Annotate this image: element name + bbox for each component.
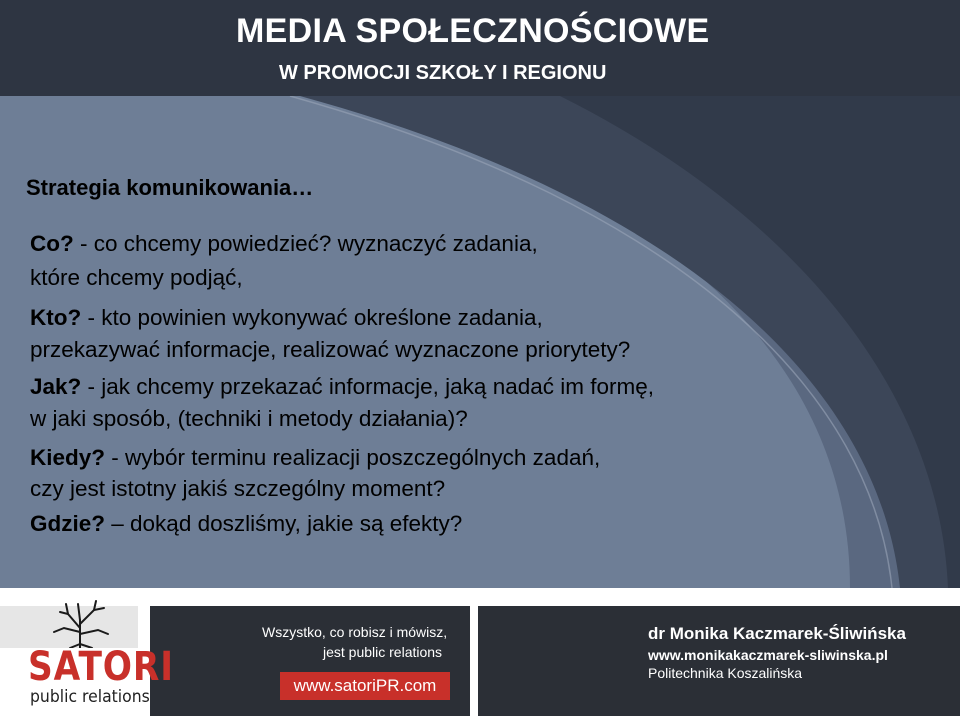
line-text: - kto powinien wykonywać określone zadania, — [81, 305, 543, 330]
slide-footer — [0, 588, 960, 716]
body-line-3 — [30, 305, 543, 331]
line-keyword: Kiedy? — [30, 445, 106, 470]
line-text: które chcemy podjąć, — [30, 265, 243, 290]
body-line-6 — [30, 406, 468, 432]
body-line-7 — [30, 445, 600, 471]
slogan-line-2: jest public relations — [323, 644, 443, 660]
slide-header — [0, 0, 960, 96]
line-text: w jaki sposób, (techniki i metody działania)? — [30, 406, 468, 431]
author-name: dr Monika Kaczmarek-Śliwińska — [648, 624, 906, 643]
body-line-1 — [30, 231, 538, 257]
text-area — [0, 96, 960, 588]
slide-title: MEDIA SPOŁECZNOŚCIOWE — [236, 12, 710, 50]
line-text: - co chcemy powiedzieć? wyznaczyć zadania, — [73, 231, 538, 256]
line-text: przekazywać informacje, realizować wyznaczone priorytety? — [30, 337, 631, 362]
line-text: - jak chcemy przekazać informacje, jaką nadać im formę, — [81, 374, 655, 399]
body-line-5 — [30, 374, 654, 400]
section-title: Strategia komunikowania… — [26, 175, 314, 200]
slogan-line-1: Wszystko, co robisz i mówisz, — [262, 624, 448, 640]
line-keyword: Kto? — [30, 305, 82, 330]
line-text: - wybór terminu realizacji poszczególnych zadań, — [105, 445, 601, 470]
body-line-4 — [30, 337, 630, 363]
line-text: czy jest istotny jakiś szczególny moment? — [30, 476, 446, 501]
body-line-2 — [30, 265, 243, 291]
author-affiliation: Politechnika Koszalińska — [648, 665, 803, 681]
tree-logo-icon — [40, 598, 120, 648]
line-text: – dokąd doszliśmy, jakie są efekty? — [105, 511, 463, 536]
line-keyword: Jak? — [30, 374, 82, 399]
logo-wordmark: SATORI — [28, 644, 174, 690]
logo-tagline: public relations — [30, 687, 150, 707]
body-line-9 — [30, 511, 462, 537]
satori-website-link[interactable]: www.satoriPR.com — [280, 672, 450, 700]
slide-subtitle: W PROMOCJI SZKOŁY I REGIONU — [279, 62, 607, 84]
line-keyword: Co? — [30, 231, 74, 256]
body-line-8 — [30, 476, 445, 502]
line-keyword: Gdzie? — [30, 511, 106, 536]
author-website-link[interactable]: www.monikakaczmarek-sliwinska.pl — [648, 647, 888, 663]
